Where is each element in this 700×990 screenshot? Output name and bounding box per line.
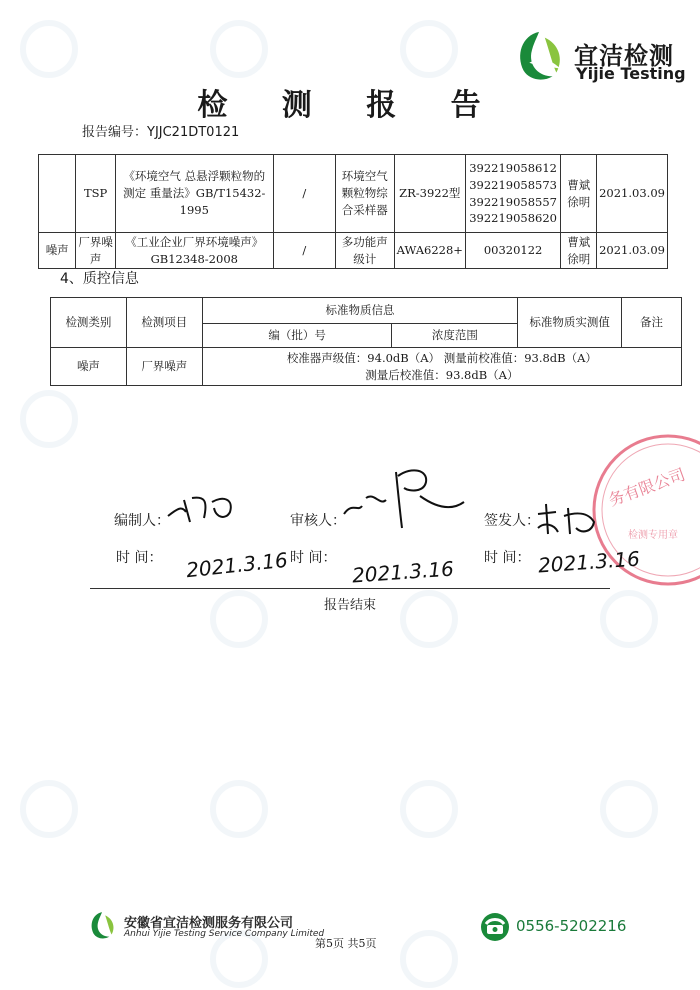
reviewer-date: 2021.3.16 (351, 556, 455, 588)
logo-text-en: Yijie Testing (576, 64, 686, 83)
header-measured: 标准物质实测值 (518, 298, 622, 348)
table-row (39, 233, 668, 269)
header-std-info: 标准物质信息 (202, 298, 517, 324)
cell-category (39, 155, 76, 233)
serial-number: 392219058573 (469, 177, 558, 192)
cell-instrument: 环境空气颗粒物综合采样器 (335, 155, 394, 233)
page-title: 检 测 报 告 (197, 88, 503, 123)
cell-model: ZR-3922型 (394, 155, 465, 233)
issuer-label: 签发人： (484, 513, 540, 529)
cell-operator: 曹斌 徐明 (561, 233, 597, 269)
header-conc-range: 浓度范围 (392, 324, 518, 348)
end-divider (90, 588, 610, 589)
cell-item: TSP (76, 155, 116, 233)
cell-model: AWA6228+ (394, 233, 465, 269)
footer-logo-icon (86, 910, 118, 942)
table-row (51, 348, 682, 386)
issuer-signature-icon (534, 498, 604, 538)
cell-calibration (202, 348, 681, 386)
issuer-date: 2021.3.16 (537, 546, 641, 578)
cell-serial: 00320122 (465, 233, 560, 269)
svg-text:务有限公司: 务有限公司 (605, 464, 688, 510)
table-row (51, 298, 682, 324)
yijie-logo-icon (510, 28, 568, 86)
cell-category: 噪声 (39, 233, 76, 269)
footer-phone: 0556-5202216 (516, 917, 627, 935)
footer-company-en: Anhui Yijie Testing Service Company Limited (124, 929, 325, 939)
serial-number: 392219058620 (469, 211, 558, 226)
cell-date: 2021.03.09 (597, 155, 668, 233)
cell-item: 厂界噪声 (76, 233, 116, 269)
cell-method: 《环境空气 总悬浮颗粒物的测定 重量法》GB/T15432-1995 (115, 155, 273, 233)
compiler-signature-icon (164, 478, 244, 528)
serial-number: 392219058612 (469, 161, 558, 176)
calibration-line: 测量后校准值：93.8dB（A） (365, 367, 519, 382)
table-row (39, 155, 668, 233)
svg-text:检测专用章: 检测专用章 (628, 530, 678, 541)
reviewer-label: 审核人： (290, 513, 346, 529)
reviewer-time-label: 时 间： (290, 550, 337, 566)
qc-section-title: 4、质控信息 (60, 271, 139, 287)
compiler-date: 2021.3.16 (185, 547, 289, 583)
header-remark: 备注 (622, 298, 682, 348)
cell-item: 厂界噪声 (126, 348, 202, 386)
logo-text-cn: 宜洁检测 (574, 42, 674, 70)
header-batch-no: 编（批）号 (202, 324, 392, 348)
issuer-time-label: 时 间： (484, 550, 531, 566)
cell-slash: / (273, 155, 335, 233)
page-number: 第5页 共5页 (315, 937, 377, 950)
compiler-time-label: 时 间： (116, 550, 163, 566)
cell-operator: 曹斌 徐明 (561, 155, 597, 233)
cell-category: 噪声 (51, 348, 127, 386)
cell-slash: / (273, 233, 335, 269)
cell-date: 2021.03.09 (597, 233, 668, 269)
cell-instrument: 多功能声级计 (335, 233, 394, 269)
phone-icon (480, 912, 510, 942)
cell-method: 《工业企业厂界环境噪声》GB12348-2008 (115, 233, 273, 269)
equipment-table (38, 154, 668, 269)
serial-number: 392219058557 (469, 194, 558, 209)
qc-table (50, 297, 682, 386)
header-category: 检测类别 (51, 298, 127, 348)
header-item: 检测项目 (126, 298, 202, 348)
reviewer-signature-icon (340, 462, 470, 532)
compiler-label: 编制人： (114, 513, 170, 529)
report-number: 报告编号：YJJC21DT0121 (82, 125, 240, 140)
report-end-text: 报告结束 (323, 598, 376, 613)
calibration-line: 校准器声级值：94.0dB（A） 测量前校准值：93.8dB（A） (286, 350, 597, 365)
cell-serial (465, 155, 560, 233)
footer-company-cn: 安徽省宜洁检测服务有限公司 (124, 916, 294, 931)
